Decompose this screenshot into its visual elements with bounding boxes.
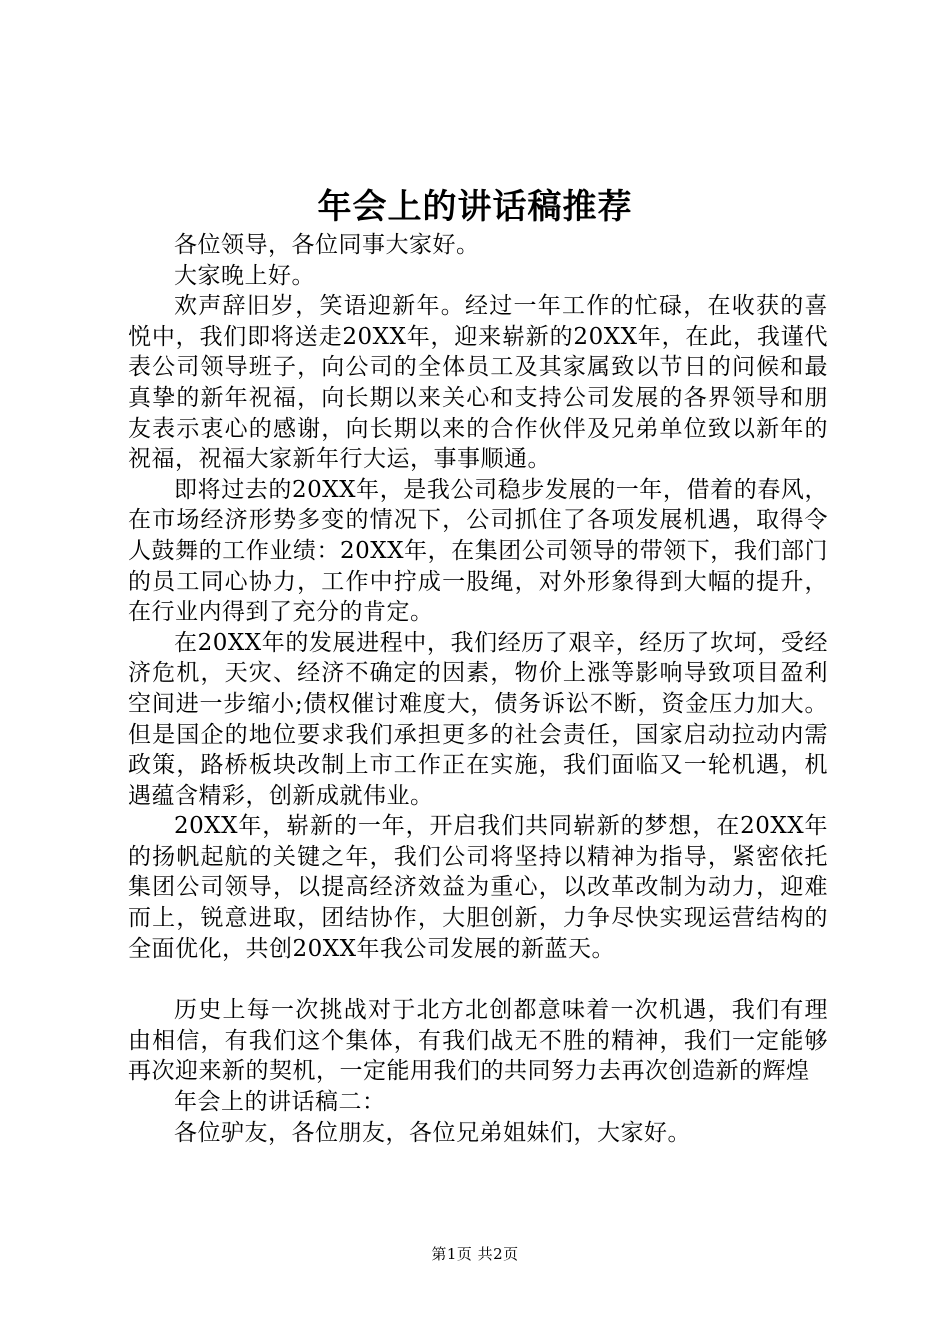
paragraph-new-year-wishes: 欢声辞旧岁，笑语迎新年。经过一年工作的忙碌，在收获的喜悦中，我们即将送走20XX年，迎来崭新的20XX年，在此，我谨代表公司领导班子，向公司的全体员工及其家属致以节日的问候和最真挚的新年祝福，向长期以来关心和支持公司发展的各界领导和朋友表示衷心的感谢，向长期以来的合作伙伴及兄弟单位致以新年的祝福，祝福大家新年行大运，事事顺通。: [128, 293, 828, 473]
document-title: 年会上的讲话稿推荐: [317, 187, 633, 227]
paragraph-closing: 历史上每一次挑战对于北方北创都意味着一次机遇，我们有理由相信，有我们这个集体，有我们战无不胜的精神，我们一定能够再次迎来新的契机，一定能用我们的共同努力去再次创造新的辉煌: [128, 997, 828, 1085]
paragraph-year-review: 即将过去的20XX年，是我公司稳步发展的一年，借着的春风，在市场经济形势多变的情况下，公司抓住了各项发展机遇，取得令人鼓舞的工作业绩：20XX年，在集团公司领导的带领下，我们部门的员工同心协力，工作中拧成一股绳，对外形象得到大幅的提升，在行业内得到了充分的肯定。: [128, 476, 828, 626]
paragraph-greeting: 各位领导，各位同事大家好。: [174, 232, 480, 258]
section-heading-speech-two: 年会上的讲话稿二：: [174, 1089, 386, 1116]
paragraph-spacer: [128, 964, 828, 995]
paragraph-new-year-plan: 20XX年，崭新的一年，开启我们共同崭新的梦想，在20XX年的扬帆起航的关键之年，我们公司将坚持以精神为指导，紧密依托集团公司领导，以提高经济效益为重心，以改革改制为动力，迎难而上，锐意进取，团结协作，大胆创新，力争尽快实现运营结构的全面优化，共创20XX年我公司发展的新蓝天。: [128, 813, 828, 962]
paragraph-challenges: 在20XX年的发展进程中，我们经历了艰辛，经历了坎坷，受经济危机，天灾、经济不确定的因素，物价上涨等影响导致项目盈利空间进一步缩小;债权催讨难度大，债务诉讼不断，资金压力加大。但是国企的地位要求我们承担更多的社会责任，国家启动拉动内需政策，路桥板块改制上市工作正在实施，我们面临又一轮机遇，机遇蕴含精彩，创新成就伟业。: [128, 629, 828, 809]
paragraph-evening-greeting: 大家晚上好。: [174, 262, 315, 289]
paragraph-speech-two-greeting: 各位驴友，各位朋友，各位兄弟姐妹们，大家好。: [174, 1119, 691, 1146]
page-footer: 第1页 共2页: [431, 1245, 519, 1263]
document-body: [128, 230, 828, 1148]
